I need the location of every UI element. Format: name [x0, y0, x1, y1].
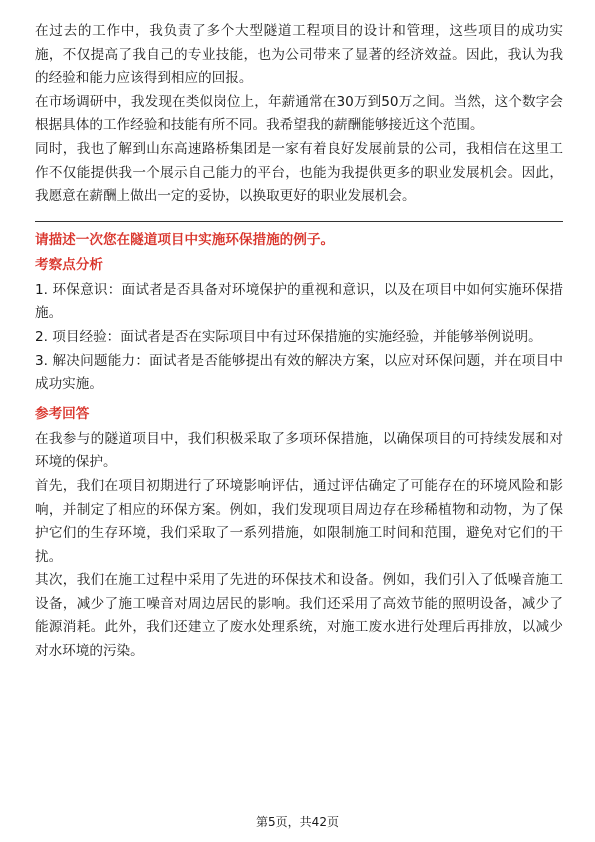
- analysis-item: 3. 解决问题能力：面试者是否能够提出有效的解决方案，以应对环保问题，并在项目中成功实施。: [35, 352, 563, 393]
- answer-paragraph: 在我参与的隧道项目中，我们积极采取了多项环保措施，以确保项目的可持续发展和对环境的保护。: [35, 430, 563, 471]
- answer-paragraph: 首先，我们在项目初期进行了环境影响评估，通过评估确定了可能存在的环境风险和影响，并制定了相应的环保方案。例如，我们发现项目周边存在珍稀植物和动物，为了保护它们的生存环境，我们采取了一系列措施，如限制施工时间和范围，避免对它们的干扰。: [35, 477, 563, 565]
- intro-paragraph: 同时，我也了解到山东高速路桥集团是一家有着良好发展前景的公司，我相信在这里工作不仅能提供我一个展示自己能力的平台，也能为我提供更多的职业发展机会。因此，我愿意在薪酬上做出一定的妥协，以换取更好的职业发展机会。: [35, 140, 563, 205]
- document-page: [35, 20, 563, 664]
- analysis-heading: 考察点分析: [35, 256, 103, 273]
- answer-paragraph: 其次，我们在施工过程中采用了先进的环保技术和设备。例如，我们引入了低噪音施工设备，减少了施工噪音对周边居民的影响。我们还采用了高效节能的照明设备，减少了能源消耗。此外，我们还建立了废水处理系统，对施工废水进行处理后再排放，以减少对水环境的污染。: [35, 572, 563, 660]
- section-divider: [35, 221, 563, 222]
- answer-heading: 参考回答: [35, 405, 90, 422]
- question-title: 请描述一次您在隧道项目中实施环保措施的例子。: [35, 231, 335, 248]
- page-number: 第5页，共42页: [256, 815, 339, 829]
- intro-paragraph: 在过去的工作中，我负责了多个大型隧道工程项目的设计和管理，这些项目的成功实施，不仅提高了我自己的专业技能，也为公司带来了显著的经济效益。因此，我认为我的经验和能力应该得到相应的回报。: [35, 23, 563, 87]
- analysis-item: 1. 环保意识：面试者是否具备对环境保护的重视和意识，以及在项目中如何实施环保措施。: [35, 281, 563, 322]
- analysis-item: 2. 项目经验：面试者是否在实际项目中有过环保措施的实施经验，并能够举例说明。: [35, 328, 542, 345]
- intro-paragraph: 在市场调研中，我发现在类似岗位上，年薪通常在30万到50万之间。当然，这个数字会根据具体的工作经验和技能有所不同。我希望我的薪酬能够接近这个范围。: [35, 93, 563, 134]
